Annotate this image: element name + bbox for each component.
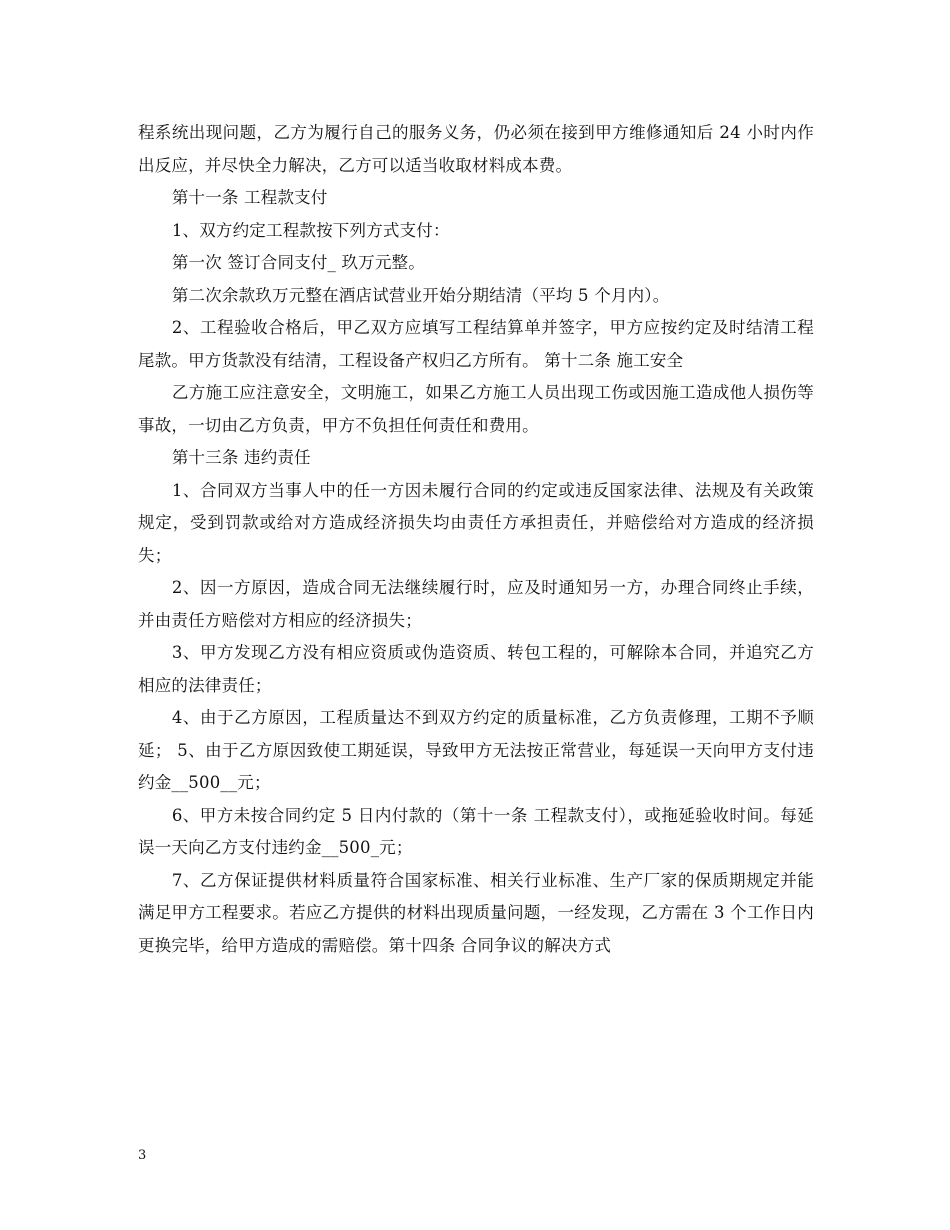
paragraph: 乙方施工应注意安全，文明施工，如果乙方施工人员出现工伤或因施工造成他人损伤等事故，一切由乙方负责，甲方不负担任何责任和费用。: [138, 383, 814, 435]
document-body: [138, 117, 814, 962]
paragraph: 1、双方约定工程款按下列方式支付：: [171, 220, 450, 240]
paragraph: 2、工程验收合格后，甲乙双方应填写工程结算单并签字，甲方应按约定及时结清工程尾款。甲方货款没有结清，工程设备产权归乙方所有。 第十二条 施工安全: [138, 318, 814, 370]
paragraph: 7、乙方保证提供材料质量符合国家标准、相关行业标准、生产厂家的保质期规定并能满足甲方工程要求。若应乙方提供的材料出现质量问题，一经发现，乙方需在 3 个工作日内更换完毕，给甲方造成的需赔偿。第十四条 合同争议的解决方式: [138, 870, 814, 955]
paragraph: 程系统出现问题，乙方为履行自己的服务义务，仍必须在接到甲方维修通知后 24 小时内作出反应，并尽快全力解决，乙方可以适当收取材料成本费。: [138, 123, 814, 175]
paragraph: 1、合同双方当事人中的任一方因未履行合同的约定或违反国家法律、法规及有关政策规定，受到罚款或给对方造成经济损失均由责任方承担责任，并赔偿给对方造成的经济损失；: [138, 480, 814, 565]
article-heading: 第十三条 违约责任: [171, 448, 311, 467]
article-heading: 第十一条 工程款支付: [171, 188, 328, 207]
paragraph: 2、因一方原因，造成合同无法继续履行时，应及时通知另一方，办理合同终止手续，并由责任方赔偿对方相应的经济损失；: [138, 578, 814, 630]
page-number: 3: [138, 1148, 147, 1163]
paragraph: 3、甲方发现乙方没有相应资质或伪造资质、转包工程的，可解除本合同，并追究乙方相应的法律责任；: [138, 643, 814, 695]
paragraph: 4、由于乙方原因，工程质量达不到双方约定的质量标准，乙方负责修理，工期不予顺延； 5、由于乙方原因致使工期延误，导致甲方无法按正常营业，每延误一天向甲方支付违约金__500__元；: [138, 708, 814, 792]
paragraph: 6、甲方未按合同约定 5 日内付款的（第十一条 工程款支付），或拖延验收时间。每延误一天向乙方支付违约金__500_元；: [138, 805, 814, 857]
paragraph: 第一次 签订合同支付_ 玖万元整。: [171, 253, 425, 272]
paragraph: 第二次余款玖万元整在酒店试营业开始分期结清（平均 5 个月内）。: [171, 285, 670, 305]
